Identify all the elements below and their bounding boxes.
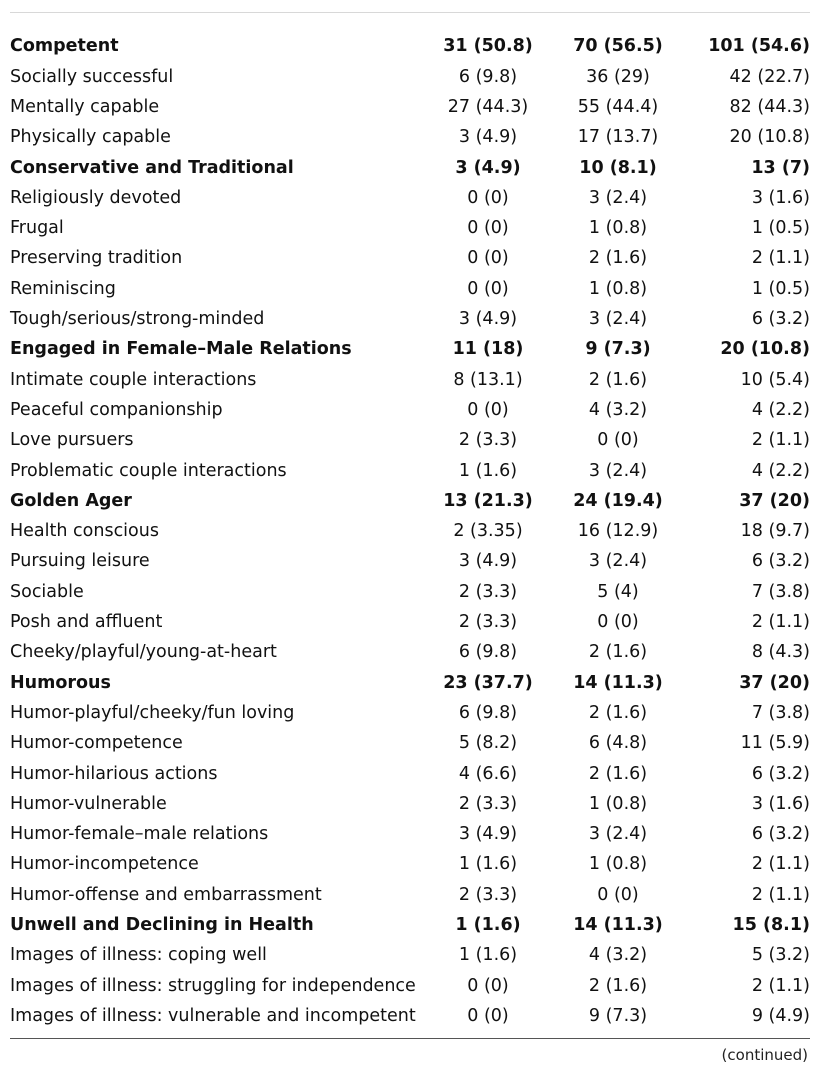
row-value-col3: 1 (0.5) [751, 278, 810, 299]
row-value-col1: 0 (0) [467, 218, 509, 239]
row-value-col2: 1 (0.8) [588, 854, 648, 875]
subcategory-row [10, 638, 810, 668]
continued-note: (continued) [721, 1046, 808, 1064]
row-value-col2: 14 (11.3) [573, 915, 663, 935]
row-value-col2: 9 (7.3) [585, 339, 651, 360]
row-value-col2: 4 (3.2) [588, 945, 648, 966]
top-rule [10, 12, 810, 13]
row-label: Humor-competence [10, 733, 183, 754]
row-label: Humor-playful/cheeky/fun loving [10, 702, 295, 723]
row-value-col1: 3 (4.9) [458, 824, 518, 845]
subcategory-row [10, 608, 810, 638]
subcategory-row [10, 941, 810, 971]
row-value-col3: 3 (1.6) [751, 793, 810, 814]
subcategory-row [10, 577, 810, 607]
subcategory-row [10, 789, 810, 819]
row-value-col2: 2 (1.6) [588, 702, 648, 723]
row-label: Preserving tradition [10, 248, 183, 269]
row-value-col2: 1 (0.8) [588, 278, 648, 299]
subcategory-row [10, 274, 810, 304]
row-label: Humor-incompetence [10, 854, 199, 875]
row-label: Posh and affluent [10, 612, 163, 633]
row-label: Health conscious [10, 521, 159, 542]
row-value-col1: 6 (9.8) [458, 642, 518, 663]
row-label: Conservative and Traditional [10, 157, 294, 178]
row-value-col2: 3 (2.4) [588, 551, 648, 572]
row-label: Golden Ager [10, 490, 132, 511]
row-value-col3: 6 (3.2) [751, 551, 810, 572]
row-value-col3: 3 (1.6) [751, 187, 810, 208]
subcategory-row [10, 699, 810, 729]
row-value-col3: 8 (4.3) [751, 642, 810, 663]
row-value-col3: 15 (8.1) [732, 915, 810, 935]
row-value-col2: 70 (56.5) [573, 36, 663, 57]
row-value-col1: 6 (9.8) [458, 66, 518, 87]
bottom-rule [10, 1038, 810, 1039]
row-value-col1: 2 (3.35) [453, 521, 523, 542]
row-value-col3: 9 (4.9) [751, 1005, 810, 1026]
row-value-col3: 101 (54.6) [708, 36, 810, 57]
row-value-col3: 2 (1.1) [751, 975, 810, 996]
row-label: Reminiscing [10, 278, 116, 299]
subcategory-row [10, 456, 810, 486]
row-label: Humor-offense and embarrassment [10, 884, 322, 905]
row-label: Intimate couple interactions [10, 369, 257, 390]
subcategory-row [10, 93, 810, 123]
category-row [10, 911, 810, 941]
subcategory-row [10, 880, 810, 910]
row-value-col3: 5 (3.2) [751, 945, 810, 966]
row-label: Images of illness: vulnerable and incompetent [10, 1005, 416, 1026]
subcategory-row [10, 214, 810, 244]
subcategory-row [10, 62, 810, 92]
row-label: Humor-vulnerable [10, 793, 167, 814]
row-value-col3: 37 (20) [739, 490, 810, 511]
row-value-col2: 3 (2.4) [588, 460, 648, 481]
row-value-col1: 0 (0) [467, 248, 509, 269]
row-value-col3: 2 (1.1) [751, 884, 810, 905]
row-value-col2: 10 (8.1) [579, 157, 657, 178]
row-label: Competent [10, 36, 119, 57]
row-label: Humor-hilarious actions [10, 763, 218, 784]
row-label: Religiously devoted [10, 187, 182, 208]
row-label: Physically capable [10, 127, 171, 148]
row-value-col2: 9 (7.3) [588, 1005, 648, 1026]
row-value-col2: 17 (13.7) [577, 127, 659, 148]
row-label: Engaged in Female–Male Relations [10, 339, 352, 360]
row-value-col3: 20 (10.8) [720, 339, 810, 360]
row-label: Cheeky/playful/young-at-heart [10, 642, 277, 663]
subcategory-row [10, 426, 810, 456]
row-value-col2: 24 (19.4) [573, 490, 663, 511]
subcategory-row [10, 850, 810, 880]
row-value-col2: 2 (1.6) [588, 369, 648, 390]
row-value-col2: 2 (1.6) [588, 248, 648, 269]
subcategory-row [10, 517, 810, 547]
subcategory-row [10, 1002, 810, 1032]
subcategory-row [10, 759, 810, 789]
row-value-col3: 18 (9.7) [740, 521, 810, 542]
row-value-col3: 6 (3.2) [751, 824, 810, 845]
row-value-col1: 2 (3.3) [458, 612, 518, 633]
row-value-col3: 2 (1.1) [751, 248, 810, 269]
row-value-col3: 13 (7) [751, 157, 810, 178]
row-label: Humor-female–male relations [10, 824, 269, 845]
category-row [10, 153, 810, 183]
row-value-col1: 3 (4.9) [455, 157, 521, 178]
row-value-col1: 13 (21.3) [443, 490, 533, 511]
row-value-col1: 3 (4.9) [458, 309, 518, 330]
row-value-col2: 1 (0.8) [588, 793, 648, 814]
row-value-col1: 23 (37.7) [443, 672, 533, 693]
row-value-col3: 42 (22.7) [729, 66, 810, 87]
row-value-col1: 1 (1.6) [455, 915, 521, 935]
row-value-col2: 2 (1.6) [588, 975, 648, 996]
row-value-col1: 27 (44.3) [447, 96, 529, 117]
subcategory-row [10, 971, 810, 1001]
row-value-col3: 2 (1.1) [751, 612, 810, 633]
row-label: Sociable [10, 581, 84, 602]
row-value-col3: 11 (5.9) [740, 733, 810, 754]
row-value-col1: 1 (1.6) [458, 945, 518, 966]
row-value-col2: 1 (0.8) [588, 218, 648, 239]
row-value-col2: 6 (4.8) [588, 733, 648, 754]
row-value-col1: 0 (0) [467, 1005, 509, 1026]
subcategory-row [10, 396, 810, 426]
row-value-col2: 55 (44.4) [577, 96, 659, 117]
row-value-col2: 0 (0) [597, 612, 639, 633]
row-value-col1: 0 (0) [467, 187, 509, 208]
row-value-col1: 6 (9.8) [458, 702, 518, 723]
row-label: Peaceful companionship [10, 399, 223, 420]
row-value-col2: 4 (3.2) [588, 399, 648, 420]
row-value-col1: 5 (8.2) [458, 733, 518, 754]
table-body [10, 32, 810, 1032]
row-value-col1: 11 (18) [452, 339, 524, 360]
subcategory-row [10, 365, 810, 395]
row-value-col1: 1 (1.6) [458, 460, 518, 481]
subcategory-row [10, 547, 810, 577]
row-value-col2: 0 (0) [597, 884, 639, 905]
row-label: Love pursuers [10, 430, 134, 451]
row-value-col1: 4 (6.6) [458, 763, 518, 784]
row-value-col2: 2 (1.6) [588, 642, 648, 663]
row-label: Mentally capable [10, 96, 160, 117]
row-label: Pursuing leisure [10, 551, 150, 572]
row-label: Problematic couple interactions [10, 460, 287, 481]
row-value-col3: 82 (44.3) [729, 96, 810, 117]
row-value-col3: 2 (1.1) [751, 430, 810, 451]
row-value-col3: 37 (20) [739, 672, 810, 693]
row-label: Frugal [10, 218, 64, 239]
row-value-col3: 4 (2.2) [751, 460, 810, 481]
row-value-col1: 1 (1.6) [458, 854, 518, 875]
subcategory-row [10, 729, 810, 759]
row-value-col2: 3 (2.4) [588, 187, 648, 208]
subcategory-row [10, 305, 810, 335]
row-value-col2: 2 (1.6) [588, 763, 648, 784]
row-value-col1: 0 (0) [467, 278, 509, 299]
row-label: Unwell and Declining in Health [10, 915, 314, 935]
row-value-col3: 4 (2.2) [751, 399, 810, 420]
subcategory-row [10, 244, 810, 274]
row-value-col3: 7 (3.8) [751, 581, 810, 602]
row-value-col2: 3 (2.4) [588, 824, 648, 845]
row-value-col3: 1 (0.5) [751, 218, 810, 239]
category-row [10, 486, 810, 516]
subcategory-row [10, 123, 810, 153]
row-value-col1: 2 (3.3) [458, 581, 518, 602]
row-value-col1: 31 (50.8) [443, 36, 533, 57]
row-value-col2: 14 (11.3) [573, 672, 663, 693]
row-label: Tough/serious/strong-minded [10, 309, 265, 330]
row-value-col1: 0 (0) [467, 975, 509, 996]
row-value-col3: 2 (1.1) [751, 854, 810, 875]
row-value-col3: 10 (5.4) [740, 369, 810, 390]
subcategory-row [10, 820, 810, 850]
data-table [10, 32, 810, 1032]
row-label: Socially successful [10, 66, 174, 87]
row-label: Images of illness: struggling for independence [10, 975, 416, 996]
category-row [10, 335, 810, 365]
row-value-col2: 36 (29) [586, 66, 650, 87]
subcategory-row [10, 183, 810, 213]
row-value-col1: 8 (13.1) [453, 369, 523, 390]
row-value-col2: 16 (12.9) [577, 521, 659, 542]
row-value-col3: 20 (10.8) [729, 127, 810, 148]
row-value-col2: 0 (0) [597, 430, 639, 451]
row-value-col2: 3 (2.4) [588, 309, 648, 330]
row-value-col1: 2 (3.3) [458, 430, 518, 451]
row-value-col1: 0 (0) [467, 399, 509, 420]
row-label: Humorous [10, 672, 111, 693]
row-value-col1: 2 (3.3) [458, 884, 518, 905]
row-value-col1: 2 (3.3) [458, 793, 518, 814]
row-value-col1: 3 (4.9) [458, 551, 518, 572]
row-value-col3: 6 (3.2) [751, 309, 810, 330]
row-value-col3: 7 (3.8) [751, 702, 810, 723]
row-value-col3: 6 (3.2) [751, 763, 810, 784]
category-row [10, 32, 810, 62]
row-label: Images of illness: coping well [10, 945, 267, 966]
row-value-col1: 3 (4.9) [458, 127, 518, 148]
row-value-col2: 5 (4) [597, 581, 639, 602]
category-row [10, 668, 810, 698]
